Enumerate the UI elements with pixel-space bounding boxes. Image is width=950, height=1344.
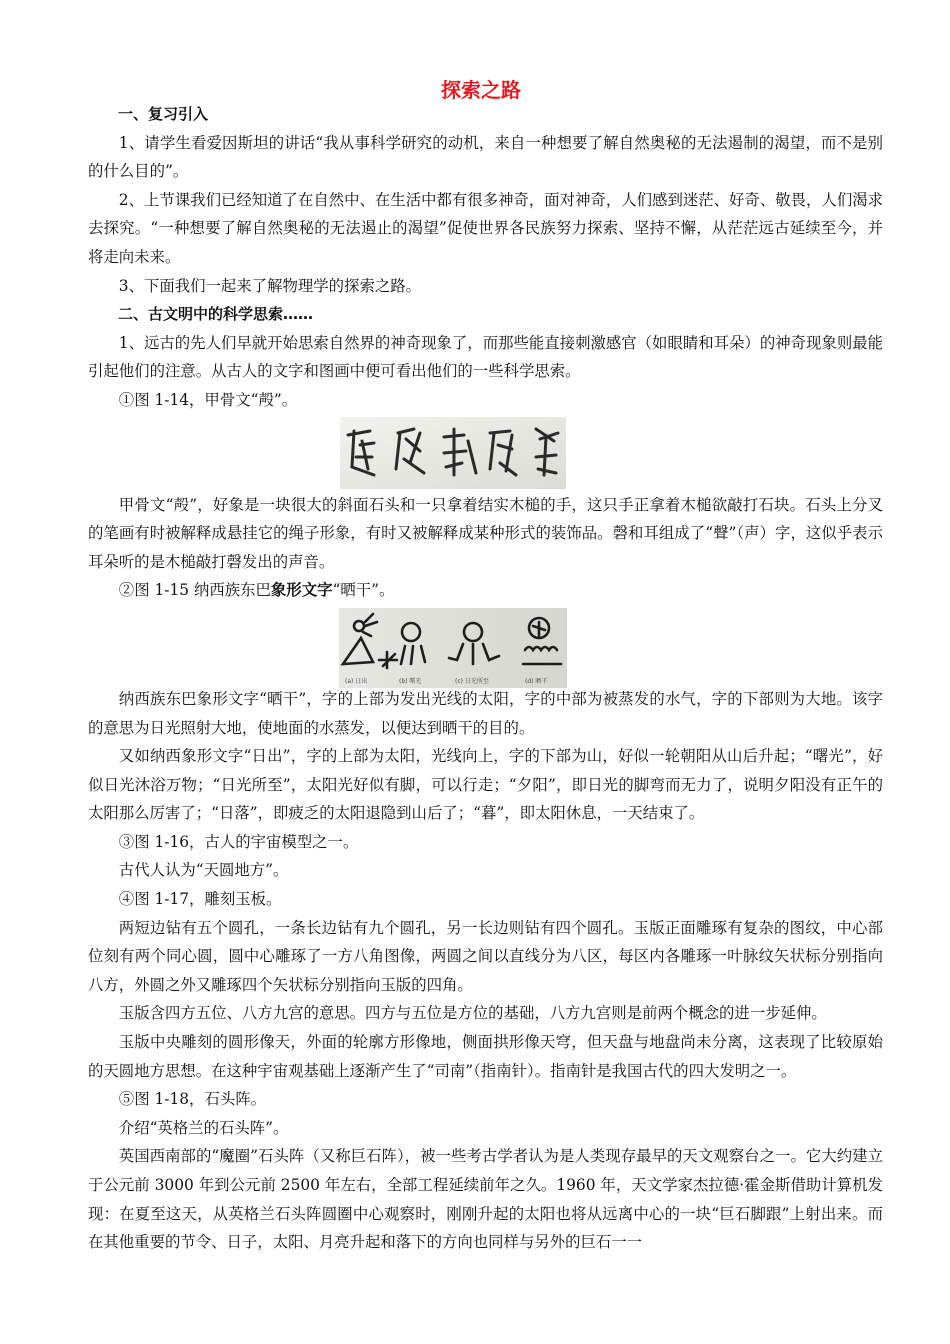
section-heading-ancient: 二、古文明中的科学思索…… [118, 305, 314, 324]
figure-ref-1-14: ①图 1-14，甲骨文“殸”。 [118, 390, 298, 409]
paragraph: 又如纳西象形文字“日出”，字的上部为太阳，光线向上，字的下部为山，好似一轮朝阳从山后升起；“曙光”，好似日光沐浴万物；“日光所至”，太阳光好似有脚，可以行走；“夕阳”，即日光的脚弯而无力了，说明夕阳没有正午的太阳那么厉害了；“日落”，即疲乏的太阳退隐到山后了；“暮”，即太阳休息，一天结束了。 [88, 747, 883, 823]
paragraph: 古代人认为“天圆地方”。 [118, 861, 289, 880]
paragraph: 英国西南部的“魔圈”石头阵（又称巨石阵），被一些考古学者认为是人类现存最早的天文观察台之一。它大约建立于公元前 3000 年到公元前 2500 年左右，全部工程延续前年之久。1960 年，天文学家杰拉德·霍金斯借助计算机发现：在夏至这天，从英格兰石头阵圆圈中心观察时，刚刚升起的太阳也将从远离中心的一块“巨石脚跟”上射出来。而在其他重要的节令、日子，太阳、月亮升起和落下的方向也同样与另外的巨石一一 [88, 1147, 883, 1252]
document-title: 探索之路 [441, 78, 521, 102]
figure-ref-text-end: “晒干”。 [332, 581, 395, 600]
figure-dongba-row [88, 605, 883, 685]
paragraph: 两短边钻有五个圆孔，一条长边钻有九个圆孔，另一长边则钻有四个圆孔。玉版正面雕琢有复杂的图纹，中心部位刻有两个同心圆，圆中心雕琢了一方八角图像，两圆之间以直线分为八区，每区内各雕琢一叶脉纹矢状标分别指向八方，外圆之外又雕琢四个矢状标分别指向玉版的四角。 [88, 918, 883, 994]
oracle-bone-script-image [340, 417, 566, 489]
figure-ref-1-15 [88, 576, 883, 605]
figure-ref-1-16: ③图 1-16，古人的宇宙模型之一。 [118, 832, 359, 851]
caption-b: (b) 曙光 [399, 677, 422, 685]
figure-ref-text: ②图 1-15 纳西族东巴 [118, 581, 271, 600]
paragraph: 2、上节课我们已经知道了在自然中、在生活中都有很多神奇，面对神奇，人们感到迷茫、好奇、敬畏，人们渴求去探究。“一种想要了解自然奥秘的无法遏止的渴望”促使世界各民族努力探索、坚持不懈，从茫茫远古延续至今，并将走向未来。 [88, 190, 883, 266]
paragraph: 纳西族东巴象形文字“晒干”，字的上部为发出光线的太阳，字的中部为被蒸发的水气，字的下部则为大地。该字的意思为日光照射大地，使地面的水蒸发，以便达到晒干的目的。 [88, 689, 883, 737]
dongba-script-image [339, 608, 567, 688]
document-body [88, 100, 883, 1257]
paragraph: 介绍“英格兰的石头阵”。 [118, 1118, 289, 1137]
paragraph: 甲骨文“殸”，好象是一块很大的斜面石头和一只拿着结实木槌的手，这只手正拿着木槌欲敲打石块。石头上分叉的笔画有时被解释成悬挂它的绳子形象，有时又被解释成某种形式的装饰品。磬和耳组成了“聲”（声）字，这似乎表示耳朵听的是木槌敲打磬发出的声音。 [88, 495, 883, 571]
paragraph: 玉版中央雕刻的圆形像天，外面的轮廓方形像地，侧面拱形像天穹，但天盘与地盘尚未分离，这表现了比较原始的天圆地方思想。在这种宇宙观基础上逐渐产生了“司南”（指南针）。指南针是我国古代的四大发明之一。 [88, 1033, 883, 1080]
paragraph: 玉版含四方五位、八方九宫的意思。四方与五位是方位的基础，八方九宫则是前两个概念的进一步延伸。 [118, 1004, 827, 1023]
paragraph: 1、远古的先人们早就开始思索自然界的神奇现象了，而那些能直接刺激感官（如眼睛和耳朵）的神奇现象则最能引起他们的注意。从古人的文字和图画中便可看出他们的一些科学思索。 [88, 333, 883, 381]
figure-ref-1-18: ⑤图 1-18，石头阵。 [118, 1090, 266, 1109]
figure-ref-bold-text: 象形文字 [270, 581, 333, 600]
figure-oracle-bone-row [88, 415, 883, 491]
figure-ref-1-17: ④图 1-17，雕刻玉板。 [118, 890, 282, 909]
section-heading-review: 一、复习引入 [118, 105, 209, 123]
paragraph: 3、下面我们一起来了解物理学的探索之路。 [118, 276, 422, 295]
paragraph: 1、请学生看爱因斯坦的讲话“我从事科学研究的动机，来自一种想要了解自然奥秘的无法遏制的渴望，而不是别的什么目的”。 [88, 133, 883, 181]
caption-c: (c) 日光所至 [455, 677, 489, 685]
caption-a: (a) 日出 [345, 677, 368, 685]
caption-d: (d) 晒干 [525, 677, 548, 685]
